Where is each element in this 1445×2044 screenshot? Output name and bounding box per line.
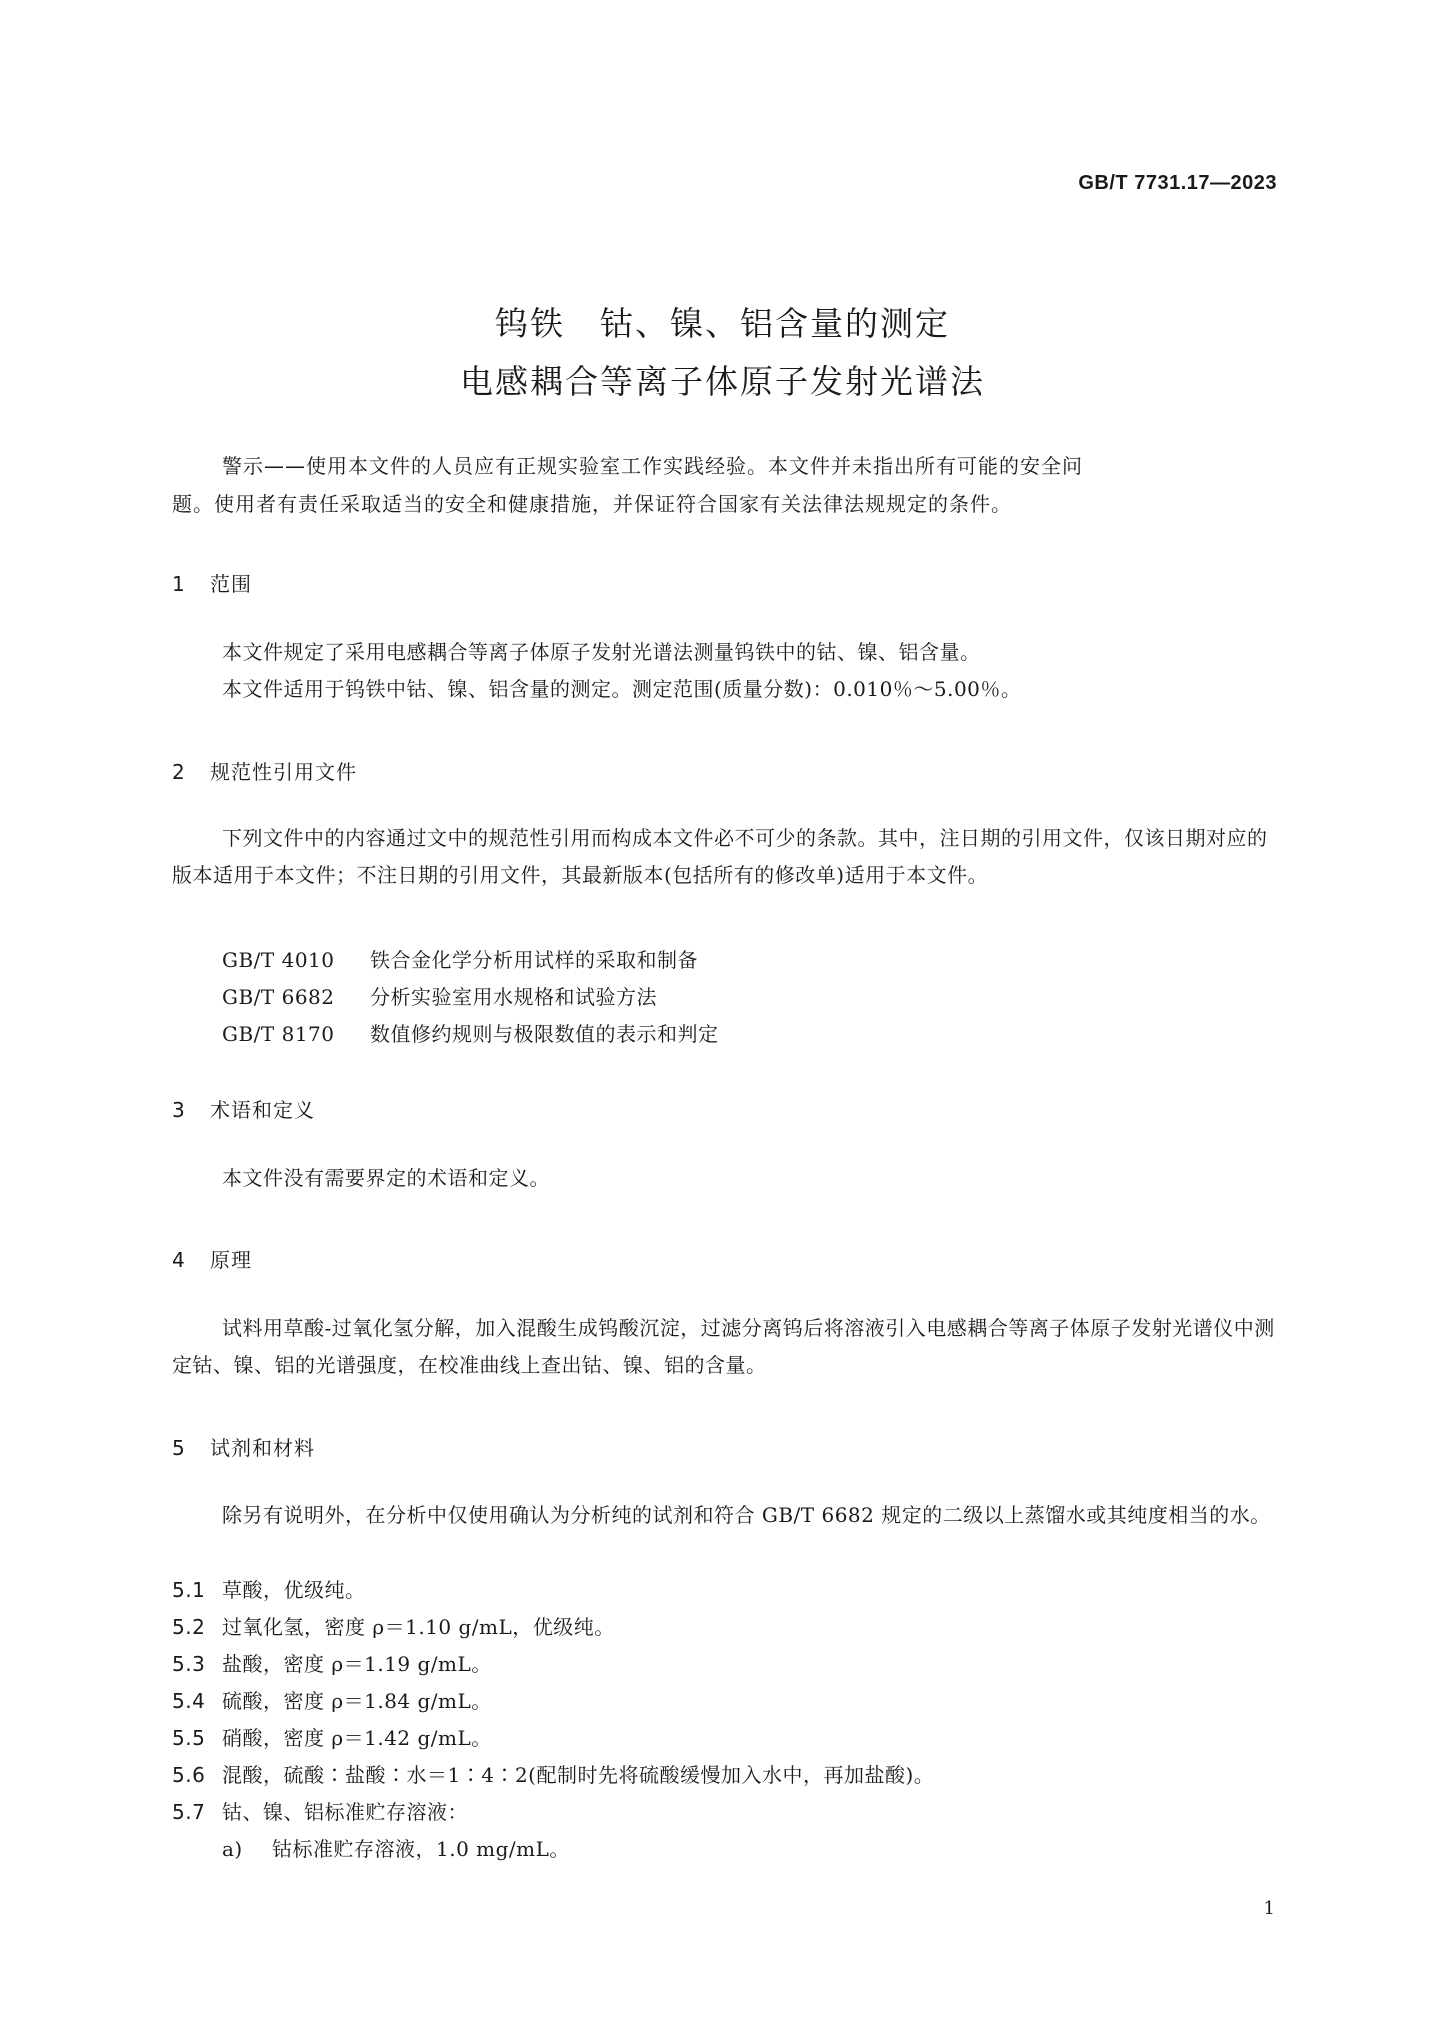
section-number: 5 [172,1436,186,1460]
reference-title: 数值修约规则与极限数值的表示和判定 [370,1022,719,1046]
section-title: 术语和定义 [210,1098,315,1122]
section-4-body [172,1310,1280,1384]
reagent-item [172,1759,934,1788]
document-title-line2: 电感耦合等离子体原子发射光谱法 [460,362,985,401]
item-text: 硝酸，密度 ρ＝1.42 g/mL。 [222,1726,492,1750]
reference-item [222,944,698,973]
item-text: 钴、镍、铝标准贮存溶液： [222,1800,468,1824]
standard-number: GB/T 7731.17—2023 [1078,172,1277,194]
subitem-label: a) [222,1837,243,1861]
section-number: 4 [172,1248,186,1272]
section-title: 试剂和材料 [210,1436,315,1460]
reagent-item [172,1574,366,1603]
reference-code: GB/T 8170 [222,1022,335,1046]
subitem-text: 钴标准贮存溶液，1.0 mg/mL。 [272,1837,570,1861]
item-text: 盐酸，密度 ρ＝1.19 g/mL。 [222,1652,492,1676]
paragraph: 本文件没有需要界定的术语和定义。 [222,1166,550,1190]
item-text: 混酸，硫酸∶盐酸∶水＝1∶4∶2(配制时先将硫酸缓慢加入水中，再加盐酸)。 [222,1763,935,1787]
section-1-body [172,634,1280,708]
reference-title: 分析实验室用水规格和试验方法 [370,985,657,1009]
section-5-heading [172,1432,315,1461]
paragraph: 试料用草酸-过氧化氢分解，加入混酸生成钨酸沉淀，过滤分离钨后将溶液引入电感耦合等离子体原子发射光谱仪中测定钴、镍、铝的光谱强度，在校准曲线上查出钴、镍、铝的含量。 [172,1316,1275,1377]
section-title: 规范性引用文件 [210,760,357,784]
item-text: 草酸，优级纯。 [222,1578,366,1602]
reagent-item [172,1611,615,1640]
section-1-heading [172,568,252,597]
paragraph: 本文件适用于钨铁中钴、镍、铝含量的测定。测定范围(质量分数)：0.010％～5.00％。 [222,677,1022,701]
item-number: 5.5 [172,1726,206,1750]
section-number: 3 [172,1098,186,1122]
reagent-item [172,1722,492,1751]
page-number: 1 [1263,1898,1275,1919]
item-text: 硫酸，密度 ρ＝1.84 g/mL。 [222,1689,492,1713]
section-title: 原理 [210,1248,252,1272]
section-3-heading [172,1094,315,1123]
reference-item [222,1018,719,1047]
reference-code: GB/T 4010 [222,948,335,972]
paragraph: 除另有说明外，在分析中仅使用确认为分析纯的试剂和符合 GB/T 6682 规定的二级以上蒸馏水或其纯度相当的水。 [222,1503,1271,1527]
item-number: 5.1 [172,1578,206,1602]
reagent-item [172,1796,468,1825]
section-2-body [172,820,1280,894]
item-number: 5.6 [172,1763,206,1787]
section-3-body [172,1160,1280,1197]
reagent-item [172,1685,492,1714]
warning-notice [172,447,1280,523]
section-number: 2 [172,760,186,784]
section-title: 范围 [210,572,252,596]
paragraph: 下列文件中的内容通过文中的规范性引用而构成本文件必不可少的条款。其中，注日期的引用文件，仅该日期对应的版本适用于本文件；不注日期的引用文件，其最新版本(包括所有的修改单)适用于本文件。 [172,826,1268,887]
warning-line2: 题。使用者有责任采取适当的安全和健康措施，并保证符合国家有关法律法规规定的条件。 [172,492,1012,516]
section-2-heading [172,756,357,785]
item-number: 5.2 [172,1615,206,1639]
reagent-item [172,1648,492,1677]
item-text: 过氧化氢，密度 ρ＝1.10 g/mL，优级纯。 [222,1615,615,1639]
section-5-body [172,1497,1280,1534]
reference-item [222,981,657,1010]
section-number: 1 [172,572,186,596]
item-number: 5.4 [172,1689,206,1713]
section-4-heading [172,1244,252,1273]
warning-line1: 警示——使用本文件的人员应有正规实验室工作实践经验。本文件并未指出所有可能的安全问 [222,454,1083,478]
reference-code: GB/T 6682 [222,985,335,1009]
reference-title: 铁合金化学分析用试样的采取和制备 [370,948,698,972]
paragraph: 本文件规定了采用电感耦合等离子体原子发射光谱法测量钨铁中的钴、镍、铝含量。 [222,640,981,664]
document-title-line1: 钨铁 钴、镍、铝含量的测定 [495,304,950,343]
item-number: 5.7 [172,1800,206,1824]
reagent-subitem [222,1833,570,1862]
item-number: 5.3 [172,1652,206,1676]
